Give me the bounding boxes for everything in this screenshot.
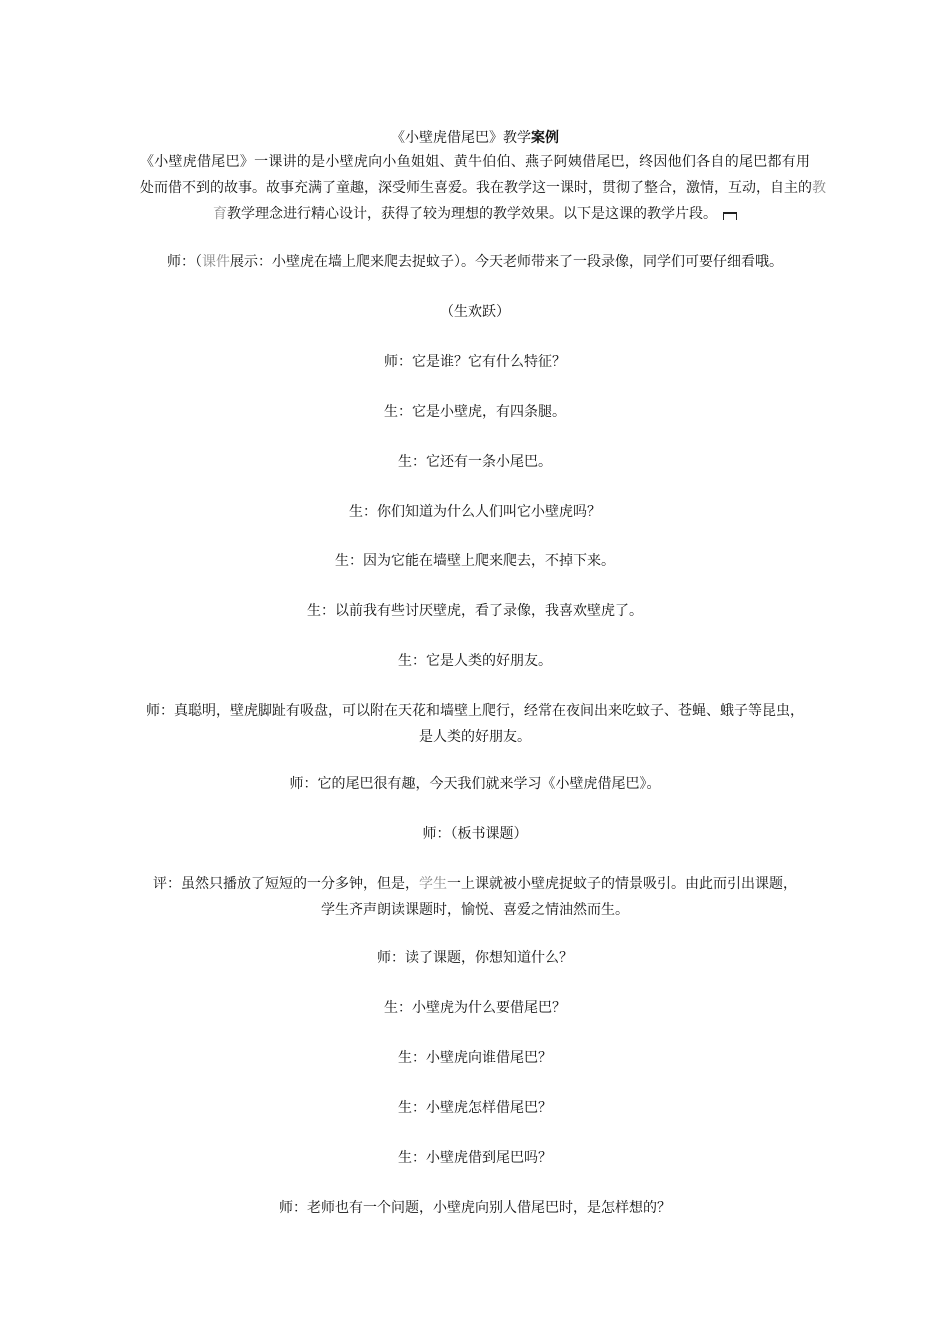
dialogue-text: 师：真聪明，壁虎脚趾有吸盘，可以附在天花和墙壁上爬行，经常在夜间出来吃蚊子、苍蝇、蛾子等昆虫， (146, 703, 804, 719)
dialogue-text: 师：（ (167, 254, 202, 270)
intro-paragraph (140, 149, 826, 227)
dialogue-line (140, 249, 810, 275)
dialogue-line: （生欢跃） (440, 304, 510, 320)
dialogue-text: 展示：小壁虎在墙上爬来爬去捉蚊子）。今天老师带来了一段录像，同学们可要仔细看哦。 (230, 254, 783, 270)
intro-line-2 (140, 175, 826, 201)
comment-text: 评：虽然只播放了短短的一分多钟，但是， (153, 876, 419, 892)
courseware-link[interactable]: 课件 (202, 254, 230, 270)
dialogue-line: 生：它是小壁虎，有四条腿。 (384, 404, 566, 420)
dialogue-line: 生：以前我有些讨厌壁虎，看了录像，我喜欢壁虎了。 (307, 603, 643, 619)
dialogue-line: 师：老师也有一个问题，小壁虎向别人借尾巴时，是怎样想的？ (279, 1200, 671, 1216)
dialogue-line: 师：它是谁？它有什么特征？ (384, 354, 566, 370)
dialogue-line: 师：它的尾巴很有趣，今天我们就来学习《小壁虎借尾巴》。 (289, 776, 661, 792)
education-link-part1[interactable]: 教 (812, 180, 826, 196)
student-link[interactable]: 学生 (419, 876, 447, 892)
dialogue-line: 师：（板书课题） (422, 826, 528, 842)
dialogue-line: 生：因为它能在墙壁上爬来爬去，不掉下来。 (335, 553, 615, 569)
comment-line-2: 学生齐声朗读课题时，愉悦、喜爱之情油然而生。 (321, 902, 629, 918)
text-cursor-icon (723, 212, 737, 220)
dialogue-line: 生：小壁虎向谁借尾巴？ (398, 1050, 552, 1066)
dialogue-line: 生：小壁虎为什么要借尾巴？ (384, 1000, 566, 1016)
intro-line-1: 《小壁虎借尾巴》一课讲的是小壁虎向小鱼姐姐、黄牛伯伯、燕子阿姨借尾巴，终因他们各自的尾巴都有用 (140, 154, 810, 170)
title-text: 《小壁虎借尾巴》教学 (391, 130, 531, 146)
comment-text: 一上课就被小壁虎捉蚊子的情景吸引。由此而引出课题， (447, 876, 797, 892)
education-link-part2[interactable]: 育 (213, 206, 227, 222)
dialogue-line: 生：小壁虎怎样借尾巴？ (398, 1100, 552, 1116)
comment-line-1 (140, 871, 810, 897)
dialogue-line: 生：它还有一条小尾巴。 (398, 454, 552, 470)
dialogue-paragraph (140, 698, 810, 750)
title-bold-text: 案例 (531, 130, 559, 146)
intro-line-3-text: 教学理念进行精心设计，获得了较为理想的教学效果。以下是这课的教学片段。 (227, 206, 717, 222)
intro-line-2-text: 处而借不到的故事。故事充满了童趣，深受师生喜爱。我在教学这一课时，贯彻了整合，激情，互动，自主的 (140, 180, 812, 196)
intro-line-3 (140, 201, 810, 227)
comment-paragraph (140, 871, 810, 923)
dialogue-line: 生：你们知道为什么人们叫它小壁虎吗？ (349, 504, 601, 520)
dialogue-line: 生：小壁虎借到尾巴吗？ (398, 1150, 552, 1166)
dialogue-line: 生：它是人类的好朋友。 (398, 653, 552, 669)
document-title (140, 127, 810, 149)
dialogue-line: 师：读了课题，你想知道什么？ (377, 950, 573, 966)
dialogue-text: 是人类的好朋友。 (419, 729, 531, 745)
